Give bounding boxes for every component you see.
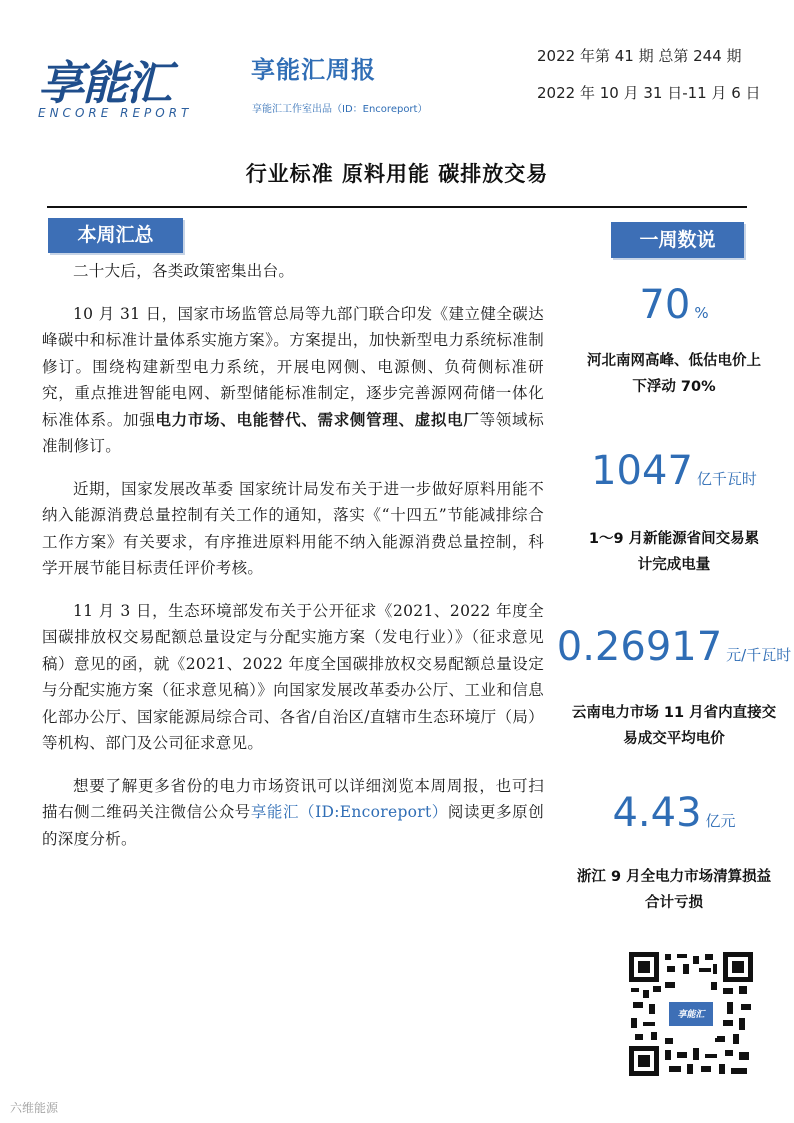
stat-description — [556, 864, 792, 916]
stat-value — [556, 448, 792, 502]
stat-description — [556, 348, 792, 400]
wechat-account-link[interactable]: 享能汇（ID:Encoreport） — [250, 803, 448, 821]
stat-number: 1047 — [591, 448, 693, 494]
section-tag-summary: 本周汇总 — [48, 218, 183, 253]
stat-desc-line: 1～9 月新能源省间交易累 — [588, 531, 760, 547]
stat-desc-line: 云南电力市场 11 月省内直接交 — [571, 705, 777, 721]
header-divider — [47, 206, 747, 208]
stat-unit: 亿千瓦时 — [696, 470, 757, 488]
summary-paragraph — [42, 301, 544, 460]
summary-text: 想要了解更多省份的电力市场资讯可以详细浏览本周周报，也可扫描右侧二维码关注微信公众号 — [42, 776, 544, 821]
stat-number: 70 — [639, 282, 691, 328]
summary-text: 10 月 31 日，国家市场监管总局等九部门联合印发《建立健全碳达峰碳中和标准计量体系实施方案》。方案提出，加快新型电力系统标准制修订。围绕构建新型电力系统，开展电网侧、电源侧、负荷侧标准研究，重点推进智能电网、新型储能标准制定，逐步完善源网荷储一体化标准体系。加强 — [42, 304, 544, 429]
summary-bold-text: 电力市场、电能替代、需求侧管理、虚拟电厂 — [155, 410, 480, 429]
summary-text: 阅读更多原创的深度分析。 — [42, 803, 544, 848]
stat-desc-line: 河北南网高峰、低估电价上 — [587, 353, 761, 369]
logo-subtitle: ENCORE REPORT — [38, 106, 193, 120]
stat-desc-line: 合计亏损 — [645, 895, 703, 911]
stat-unit: 元/千瓦时 — [726, 646, 792, 664]
stat-item — [556, 790, 792, 916]
page-headline: 行业标准 原料用能 碳排放交易 — [245, 162, 549, 186]
stat-description — [556, 526, 792, 578]
stat-value — [556, 624, 792, 678]
brand-subtitle: 享能汇工作室出品（ID：Encoreport） — [252, 104, 428, 115]
stat-number: 4.43 — [612, 790, 702, 836]
brand-logo — [38, 58, 218, 128]
summary-paragraph: 近期，国家发展改革委 国家统计局发布关于进一步做好原料用能不纳入能源消费总量控制有关工作的通知，落实《“十四五”节能减排综合工作方案》有关要求，有序推进原料用能不纳入能源消费总量控制，科学开展节能目标责任评价考核。 — [42, 479, 544, 577]
section-tag-stats: 一周数说 — [611, 222, 744, 258]
logo-mark: 享能汇 — [38, 56, 170, 110]
qr-code-icon[interactable] — [629, 952, 753, 1076]
issue-number: 2022 年第 41 期 总第 244 期 — [537, 47, 742, 65]
stat-unit: 亿元 — [705, 812, 736, 830]
brand-title: 享能汇周报 — [251, 56, 376, 84]
stat-desc-line: 易成交平均电价 — [623, 731, 725, 747]
stat-unit: % — [694, 304, 709, 322]
summary-paragraph — [42, 773, 544, 853]
date-range: 2022 年 10 月 31 日-11 月 6 日 — [537, 84, 761, 102]
stat-item — [556, 282, 792, 400]
summary-paragraph: 11 月 3 日，生态环境部发布关于公开征求《2021、2022 年度全国碳排放权交易配额总量设定与分配实施方案（发电行业）》（征求意见稿）意见的函，就《2021、2022 年度全国碳排放权交易配额总量设定与分配实施方案（征求意见稿）》向国家发展改革委办公厅、工业和信息化部办公厅、国家能源局综合司、各省/自治区/直辖市生态环境厅（局）等机构、部门及公司征求意见。 — [42, 601, 544, 752]
stat-number: 0.26917 — [556, 624, 723, 670]
summary-paragraph: 二十大后，各类政策密集出台。 — [73, 262, 295, 280]
stat-description — [556, 700, 792, 752]
stat-value — [556, 790, 792, 844]
summary-body — [42, 258, 544, 868]
stat-value — [556, 282, 792, 336]
stat-desc-line: 浙江 9 月全电力市场清算损益 — [576, 869, 772, 885]
stat-item — [556, 624, 792, 752]
qr-label: 享能汇 — [677, 1010, 705, 1020]
stat-desc-line: 计完成电量 — [637, 557, 711, 573]
stat-item — [556, 448, 792, 578]
watermark: 六维能源 — [10, 1101, 59, 1115]
stat-desc-line: 下浮动 70% — [632, 379, 716, 395]
summary-text: 等领域标准制修订。 — [42, 410, 544, 455]
